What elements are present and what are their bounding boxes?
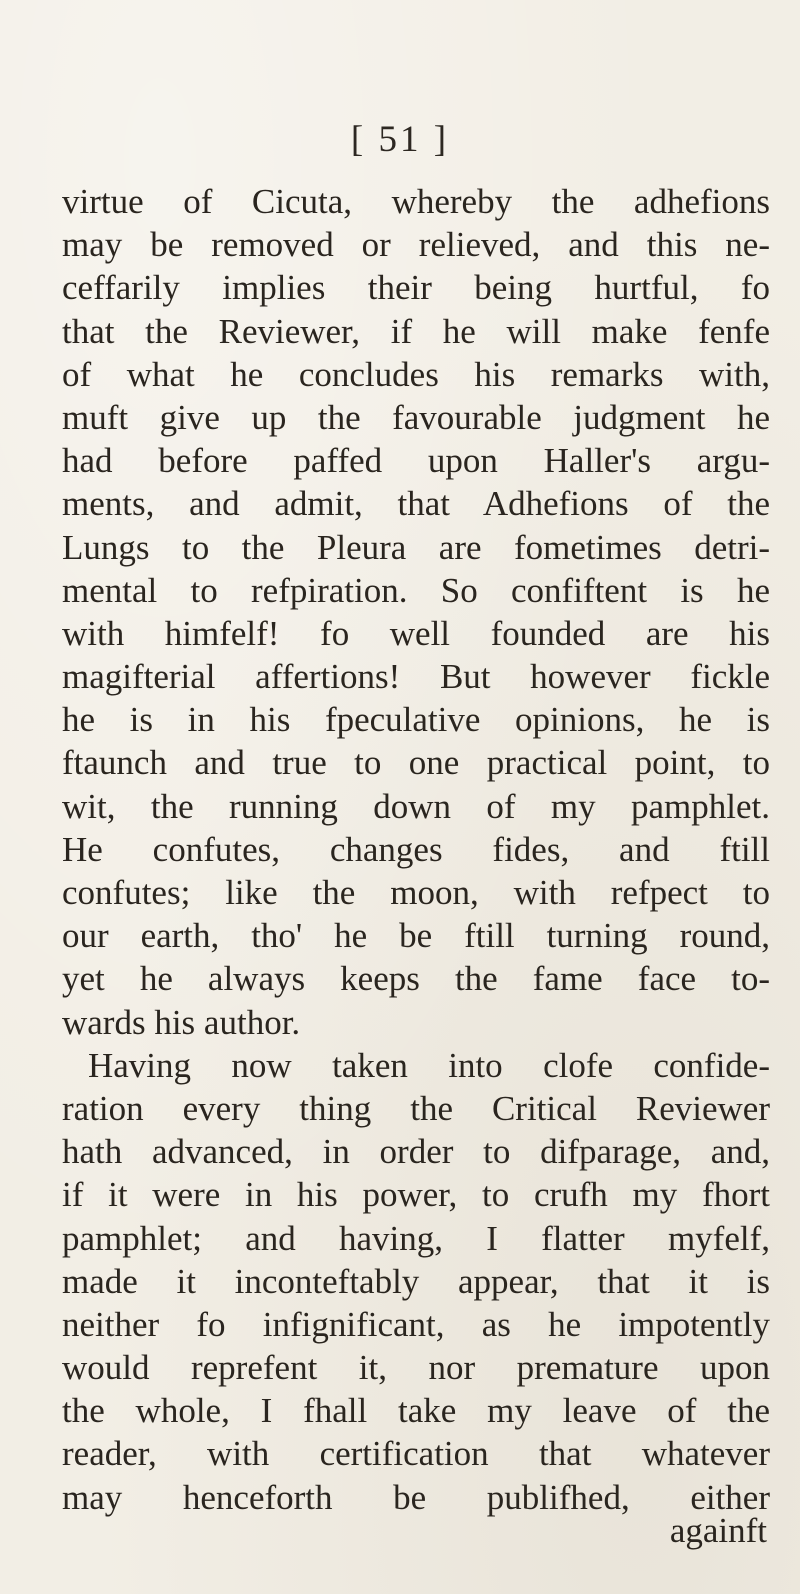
text-line: had before paffed upon Haller's argu- xyxy=(62,441,770,481)
text-line: if it were in his power, to crufh my fhort xyxy=(62,1175,770,1215)
text-line: virtue of Cicuta, whereby the adhefions xyxy=(62,182,770,221)
text-line: magifterial affertions! But however fickle xyxy=(62,657,770,697)
text-line: our earth, tho' he be ftill turning round, xyxy=(62,916,770,956)
catchword: againft xyxy=(669,1511,767,1550)
text-line: Having now taken into clofe confide- xyxy=(88,1045,770,1085)
text-line: would reprefent it, nor premature upon xyxy=(62,1348,770,1388)
text-line: yet he always keeps the fame face to- xyxy=(62,959,770,999)
text-line: mental to refpiration. So confiftent is he xyxy=(62,570,770,610)
text-line: may henceforth be publifhed, either xyxy=(62,1477,770,1517)
text-line: that the Reviewer, if he will make fenfe xyxy=(62,311,770,351)
page-number: [ 51 ] xyxy=(350,119,450,160)
text-line: of what he concludes his remarks with, xyxy=(62,354,770,394)
text-line: confutes; like the moon, with refpect to xyxy=(62,873,770,912)
text-line: ceffarily implies their being hurtful, fo xyxy=(62,268,770,308)
text-line: the whole, I fhall take my leave of the xyxy=(62,1391,770,1431)
text-line: with himfelf! fo well founded are his xyxy=(62,613,770,653)
text-line: made it inconteftably appear, that it is xyxy=(62,1261,770,1301)
text-line: reader, with certification that whatever xyxy=(62,1434,770,1474)
body-text xyxy=(62,180,770,1519)
text-line: wards his author. xyxy=(62,1002,301,1042)
text-line: wit, the running down of my pamphlet. xyxy=(62,786,770,826)
text-line: may be removed or relieved, and this ne- xyxy=(62,225,770,265)
text-line: neither fo infignificant, as he impotently xyxy=(62,1304,770,1344)
text-line: muft give up the favourable judgment he xyxy=(62,397,770,437)
text-line: Lungs to the Pleura are fometimes detri- xyxy=(62,527,770,567)
text-line: ments, and admit, that Adhefions of the xyxy=(62,484,770,524)
text-line: ration every thing the Critical Reviewer xyxy=(62,1088,770,1128)
text-line: hath advanced, in order to difparage, and, xyxy=(62,1132,770,1172)
text-line: he is in his fpeculative opinions, he is xyxy=(62,700,770,740)
text-line: He confutes, changes fides, and ftill xyxy=(62,829,770,869)
text-line: pamphlet; and having, I flatter myfelf, xyxy=(62,1218,770,1258)
text-line: ftaunch and true to one practical point, to xyxy=(62,743,770,783)
